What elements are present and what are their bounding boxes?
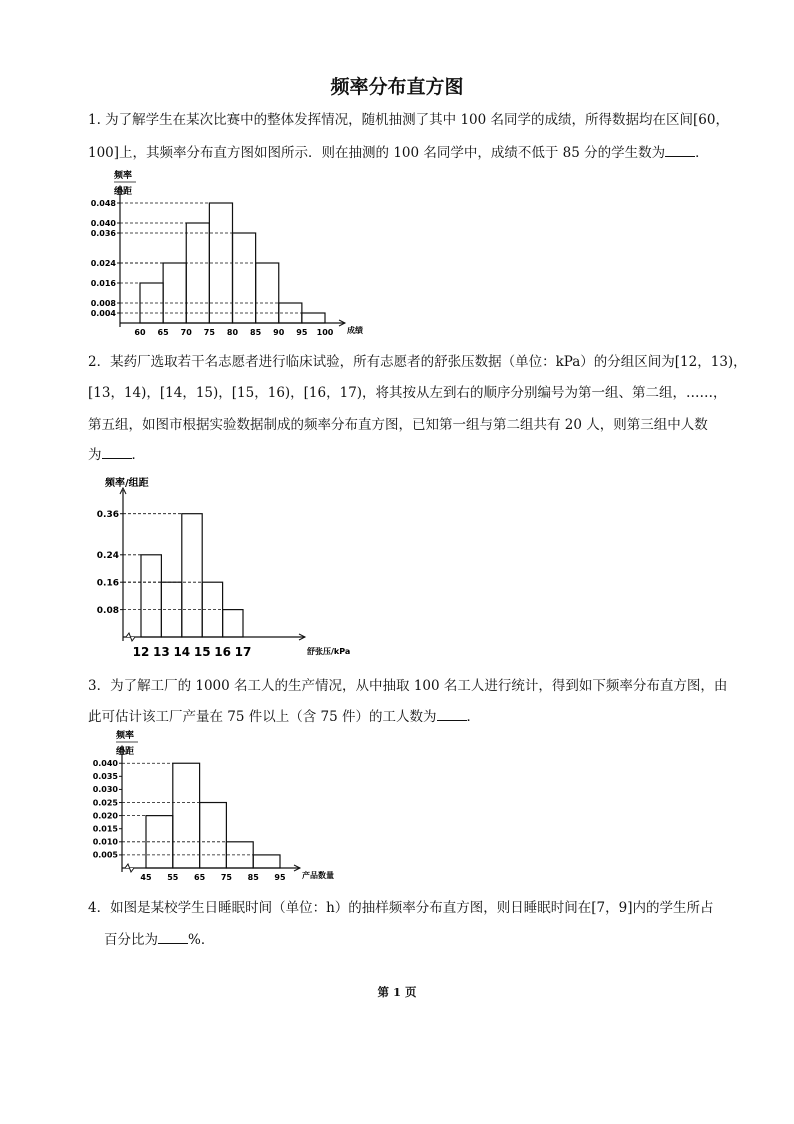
x-tick-label: 85 <box>250 328 262 337</box>
y-axis-label-bottom: 组距 <box>116 747 135 757</box>
q3-line-2 <box>88 705 480 725</box>
y-tick-label: 0.040 <box>90 218 116 228</box>
histogram-chart-3 <box>82 728 382 888</box>
histogram-chart-2 <box>85 472 351 667</box>
q2-line-4-text: 为 <box>88 447 102 463</box>
x-tick-label: 60 <box>134 328 146 337</box>
y-tick-label: 0.010 <box>92 837 118 847</box>
y-tick-label: 0.16 <box>96 578 119 589</box>
axis-break-mark <box>125 864 134 872</box>
x-tick-label: 70 <box>180 328 192 337</box>
x-tick-label: 95 <box>296 328 308 337</box>
y-tick-label: 0.24 <box>96 550 119 561</box>
histogram-bar <box>200 803 227 868</box>
axis-break-mark <box>126 633 135 641</box>
x-tick-label: 45 <box>140 873 152 882</box>
y-tick-label: 0.020 <box>92 811 118 821</box>
answer-blank <box>437 708 467 721</box>
x-tick-label: 13 <box>153 645 170 659</box>
x-tick-label: 65 <box>157 328 169 337</box>
x-tick-label: 14 <box>173 645 191 659</box>
y-tick-label: 0.036 <box>90 228 116 238</box>
x-axis-label: 成绩 <box>347 326 363 335</box>
q1-line-1: 1. 为了解学生在某次比赛中的整体发挥情况，随机抽测了其中 100 名同学的成绩，所得数据均在区间[60， <box>88 112 729 128</box>
x-tick-label: 75 <box>203 328 215 337</box>
y-axis-label-top: 频率 <box>114 171 133 181</box>
q2-line-3: 第五组，如图市根据实验数据制成的频率分布直方图，已知第一组与第二组共有 20 人，则第三组中人数 <box>88 417 708 433</box>
x-tick-label: 90 <box>273 328 285 337</box>
x-tick-label: 12 <box>132 645 150 659</box>
q2-line-4-end: ． <box>131 447 145 463</box>
histogram-bar <box>141 555 161 637</box>
q4-line-2-text: 百分比为 <box>104 932 158 948</box>
y-tick-label: 0.005 <box>92 850 118 860</box>
y-tick-label: 0.024 <box>90 258 116 268</box>
y-tick-label: 0.035 <box>92 772 118 782</box>
x-tick-label: 100 <box>316 328 334 337</box>
y-tick-label: 0.008 <box>90 298 116 308</box>
histogram-bar <box>253 855 280 868</box>
y-tick-label: 0.08 <box>96 605 119 616</box>
x-tick-label: 16 <box>214 645 231 659</box>
answer-blank <box>665 144 695 157</box>
y-tick-label: 0.016 <box>90 278 116 288</box>
y-tick-label: 0.36 <box>96 509 119 520</box>
answer-blank <box>158 931 188 944</box>
x-axis-label: 产品数量 <box>302 871 334 880</box>
y-tick-label: 0.048 <box>90 198 116 208</box>
histogram-bar <box>186 223 209 323</box>
q1-line-2-text: 100]上，其频率分布直方图如图所示．则在抽测的 100 名同学中，成绩不低于 85 分的学生数为 <box>88 145 666 161</box>
page-footer: 第 1 页 <box>377 985 417 999</box>
x-axis-label: 舒张压/kPa <box>307 647 351 656</box>
answer-blank <box>102 446 132 459</box>
q4-line-1: 4．如图是某校学生日睡眠时间（单位：h）的抽样频率分布直方图，则日睡眠时间在[7，9]内的学生所占 <box>88 900 714 916</box>
y-axis-label-bottom: 组距 <box>114 187 133 197</box>
q4-line-2 <box>104 928 214 948</box>
histogram-bar <box>223 610 243 637</box>
x-tick-label: 55 <box>167 873 179 882</box>
x-tick-label: 15 <box>193 645 211 659</box>
histogram-bar <box>302 313 325 323</box>
x-tick-label: 80 <box>226 328 239 337</box>
q3-line-2-text: 此可估计该工厂产量在 75 件以上（含 75 件）的工人数为 <box>88 709 437 725</box>
histogram-bar <box>163 263 186 323</box>
x-tick-label: 65 <box>194 873 206 882</box>
q2-line-1: 2．某药厂选取若干名志愿者进行临床试验，所有志愿者的舒张压数据（单位：kPa）的分组区间为[12，13)， <box>88 354 747 370</box>
q1-line-2 <box>88 141 709 161</box>
q1-line-2-end: ． <box>695 145 709 161</box>
histogram-bar <box>233 233 256 323</box>
q3-line-2-end: ． <box>466 709 481 725</box>
histogram-bar <box>182 514 202 637</box>
q3-line-1: 3．为了解工厂的 1000 名工人的生产情况，从中抽取 100 名工人进行统计，得到如下频率分布直方图，由 <box>88 678 728 694</box>
q2-line-4 <box>88 443 145 463</box>
y-tick-label: 0.040 <box>92 759 118 769</box>
y-tick-label: 0.015 <box>92 824 118 834</box>
histogram-bar <box>173 763 200 868</box>
page-title: 频率分布直方图 <box>330 76 464 98</box>
histogram-bar <box>256 263 279 323</box>
x-tick-label: 95 <box>274 873 286 882</box>
q4-line-2-end: %． <box>188 932 215 948</box>
histogram-chart-1 <box>80 168 380 348</box>
x-tick-label: 85 <box>247 873 259 882</box>
x-tick-label: 17 <box>234 645 252 659</box>
y-tick-label: 0.025 <box>92 798 118 808</box>
y-axis-label: 频率/组距 <box>105 478 149 489</box>
q2-line-2: [13，14)，[14，15)，[15，16)，[16，17)，将其按从左到右的顺序分别编号为第一组、第二组，……， <box>88 385 727 401</box>
y-tick-label: 0.004 <box>90 308 116 318</box>
y-tick-label: 0.030 <box>92 785 118 795</box>
x-tick-label: 75 <box>220 873 232 882</box>
y-axis-label-top: 频率 <box>116 731 135 741</box>
